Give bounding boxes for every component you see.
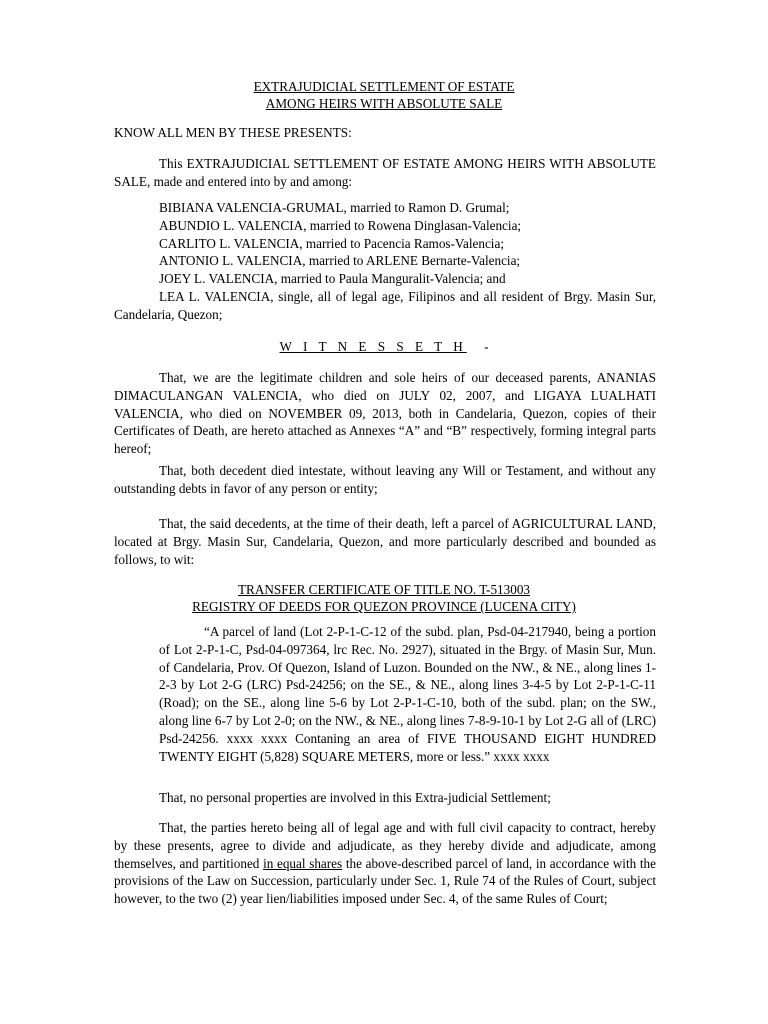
party-item: ANTONIO L. VALENCIA, married to ARLENE Bernarte-Valencia; [159, 253, 521, 269]
intro-paragraph: This EXTRAJUDICIAL SETTLEMENT OF ESTATE AMONG HEIRS WITH ABSOLUTE SALE, made and entered into by and among: [114, 156, 656, 189]
witnesseth-word: W I T N E S S E T H [279, 339, 467, 354]
party-item: ABUNDIO L. VALENCIA, married to Rowena Dinglasan-Valencia; [159, 217, 522, 233]
partition-text-after: the above-described parcel of land, in accordance with the provisions of the Law on Succession, particularly under Sec. 1, Rule 74 of the Rules of Court, subject however, to the two (2) year lien/liabilities imposed under Sec. 4, of the same Rules of Court; [114, 855, 656, 907]
parties-list [159, 199, 656, 288]
party-item: CARLITO L. VALENCIA, married to Pacencia Ramos-Valencia; [159, 235, 504, 251]
witnesseth-heading [0, 338, 768, 356]
technical-description [114, 623, 656, 765]
partition-text-before: That, the parties hereto being all of legal age and with full civil capacity to contract, hereby by these presents, agree to divide and adjudicate, as they hereby divide and adjudicate, among themselves, and partitioned [114, 820, 656, 871]
salutation: KNOW ALL MEN BY THESE PRESENTS: [114, 125, 352, 140]
paragraph-heirs: That, we are the legitimate children and sole heirs of our deceased parents, ANANIAS DIMACULANGAN VALENCIA, who died on JULY 02, 2007, and LIGAYA LUALHATI VALENCIA, who died on NOVEMBER 09, 2013, both in Candelaria, Quezon, copies of their Certificates of Death, are hereto attached as Annexes “A” and “B” respectively, forming integral parts hereof; [114, 370, 656, 457]
technical-description-text: “A parcel of land (Lot 2-P-1-C-12 of the subd. plan, Psd-04-217940, being a portion of Lot 2-P-1-C, Psd-04-097364, lrc Rec. No. 2927), situated in the Brgy. of Masin Sur, Mun. of Candelaria, Prov. Of Quezon, Island of Luzon. Bounded on the NW., & NE., along lines 1-2-3 by Lot 2-G (LRC) Psd-24256; on the SE., & NE., along lines 3-4-5 by Lot 2-P-1-C-11 (Road); on the SE., along line 5-6 by Lot 2-P-1-C-10, both of the subd. plan; on the SW., along line 6-7 by Lot 2-0; on the NW., & NE., along lines 7-8-9-10-1 by Lot 2-G all of (LRC) Psd-24256. xxxx xxxx Contaning an area of FIVE THOUSAND EIGHT HUNDRED TWENTY EIGHT (5,828) SQUARE METERS, more or less.” xxxx xxxx [159, 624, 656, 764]
witnesseth-dash: - [484, 339, 489, 354]
paragraph-intestate: That, both decedent died intestate, without leaving any Will or Testament, and without any outstanding debts in favor of any person or entity; [114, 463, 656, 496]
party-item: BIBIANA VALENCIA-GRUMAL, married to Ramon D. Grumal; [159, 200, 510, 215]
paragraph-personal-properties: That, no personal properties are involved in this Extra-judicial Settlement; [159, 790, 551, 805]
last-party: LEA L. VALENCIA, single, all of legal age, Filipinos and all resident of Brgy. Masin Sur, Candelaria, Quezon; [114, 289, 656, 322]
document-title-line2: AMONG HEIRS WITH ABSOLUTE SALE [265, 96, 503, 111]
paragraph-land: That, the said decedents, at the time of their death, left a parcel of AGRICULTURAL LAND, located at Brgy. Masin Sur, Candelaria, Quezon, and more particularly described and bounded as follows, to wit: [114, 516, 656, 567]
partition-equal-shares: in equal shares [263, 855, 343, 871]
tct-registry: REGISTRY OF DEEDS FOR QUEZON PROVINCE (LUCENA CITY) [192, 599, 576, 614]
document-title-line1: EXTRAJUDICIAL SETTLEMENT OF ESTATE [253, 79, 515, 94]
party-item: JOEY L. VALENCIA, married to Paula Manguralit-Valencia; and [159, 271, 506, 287]
tct-number: TRANSFER CERTIFICATE OF TITLE NO. T-513003 [237, 582, 531, 597]
paragraph-partition [114, 819, 656, 908]
